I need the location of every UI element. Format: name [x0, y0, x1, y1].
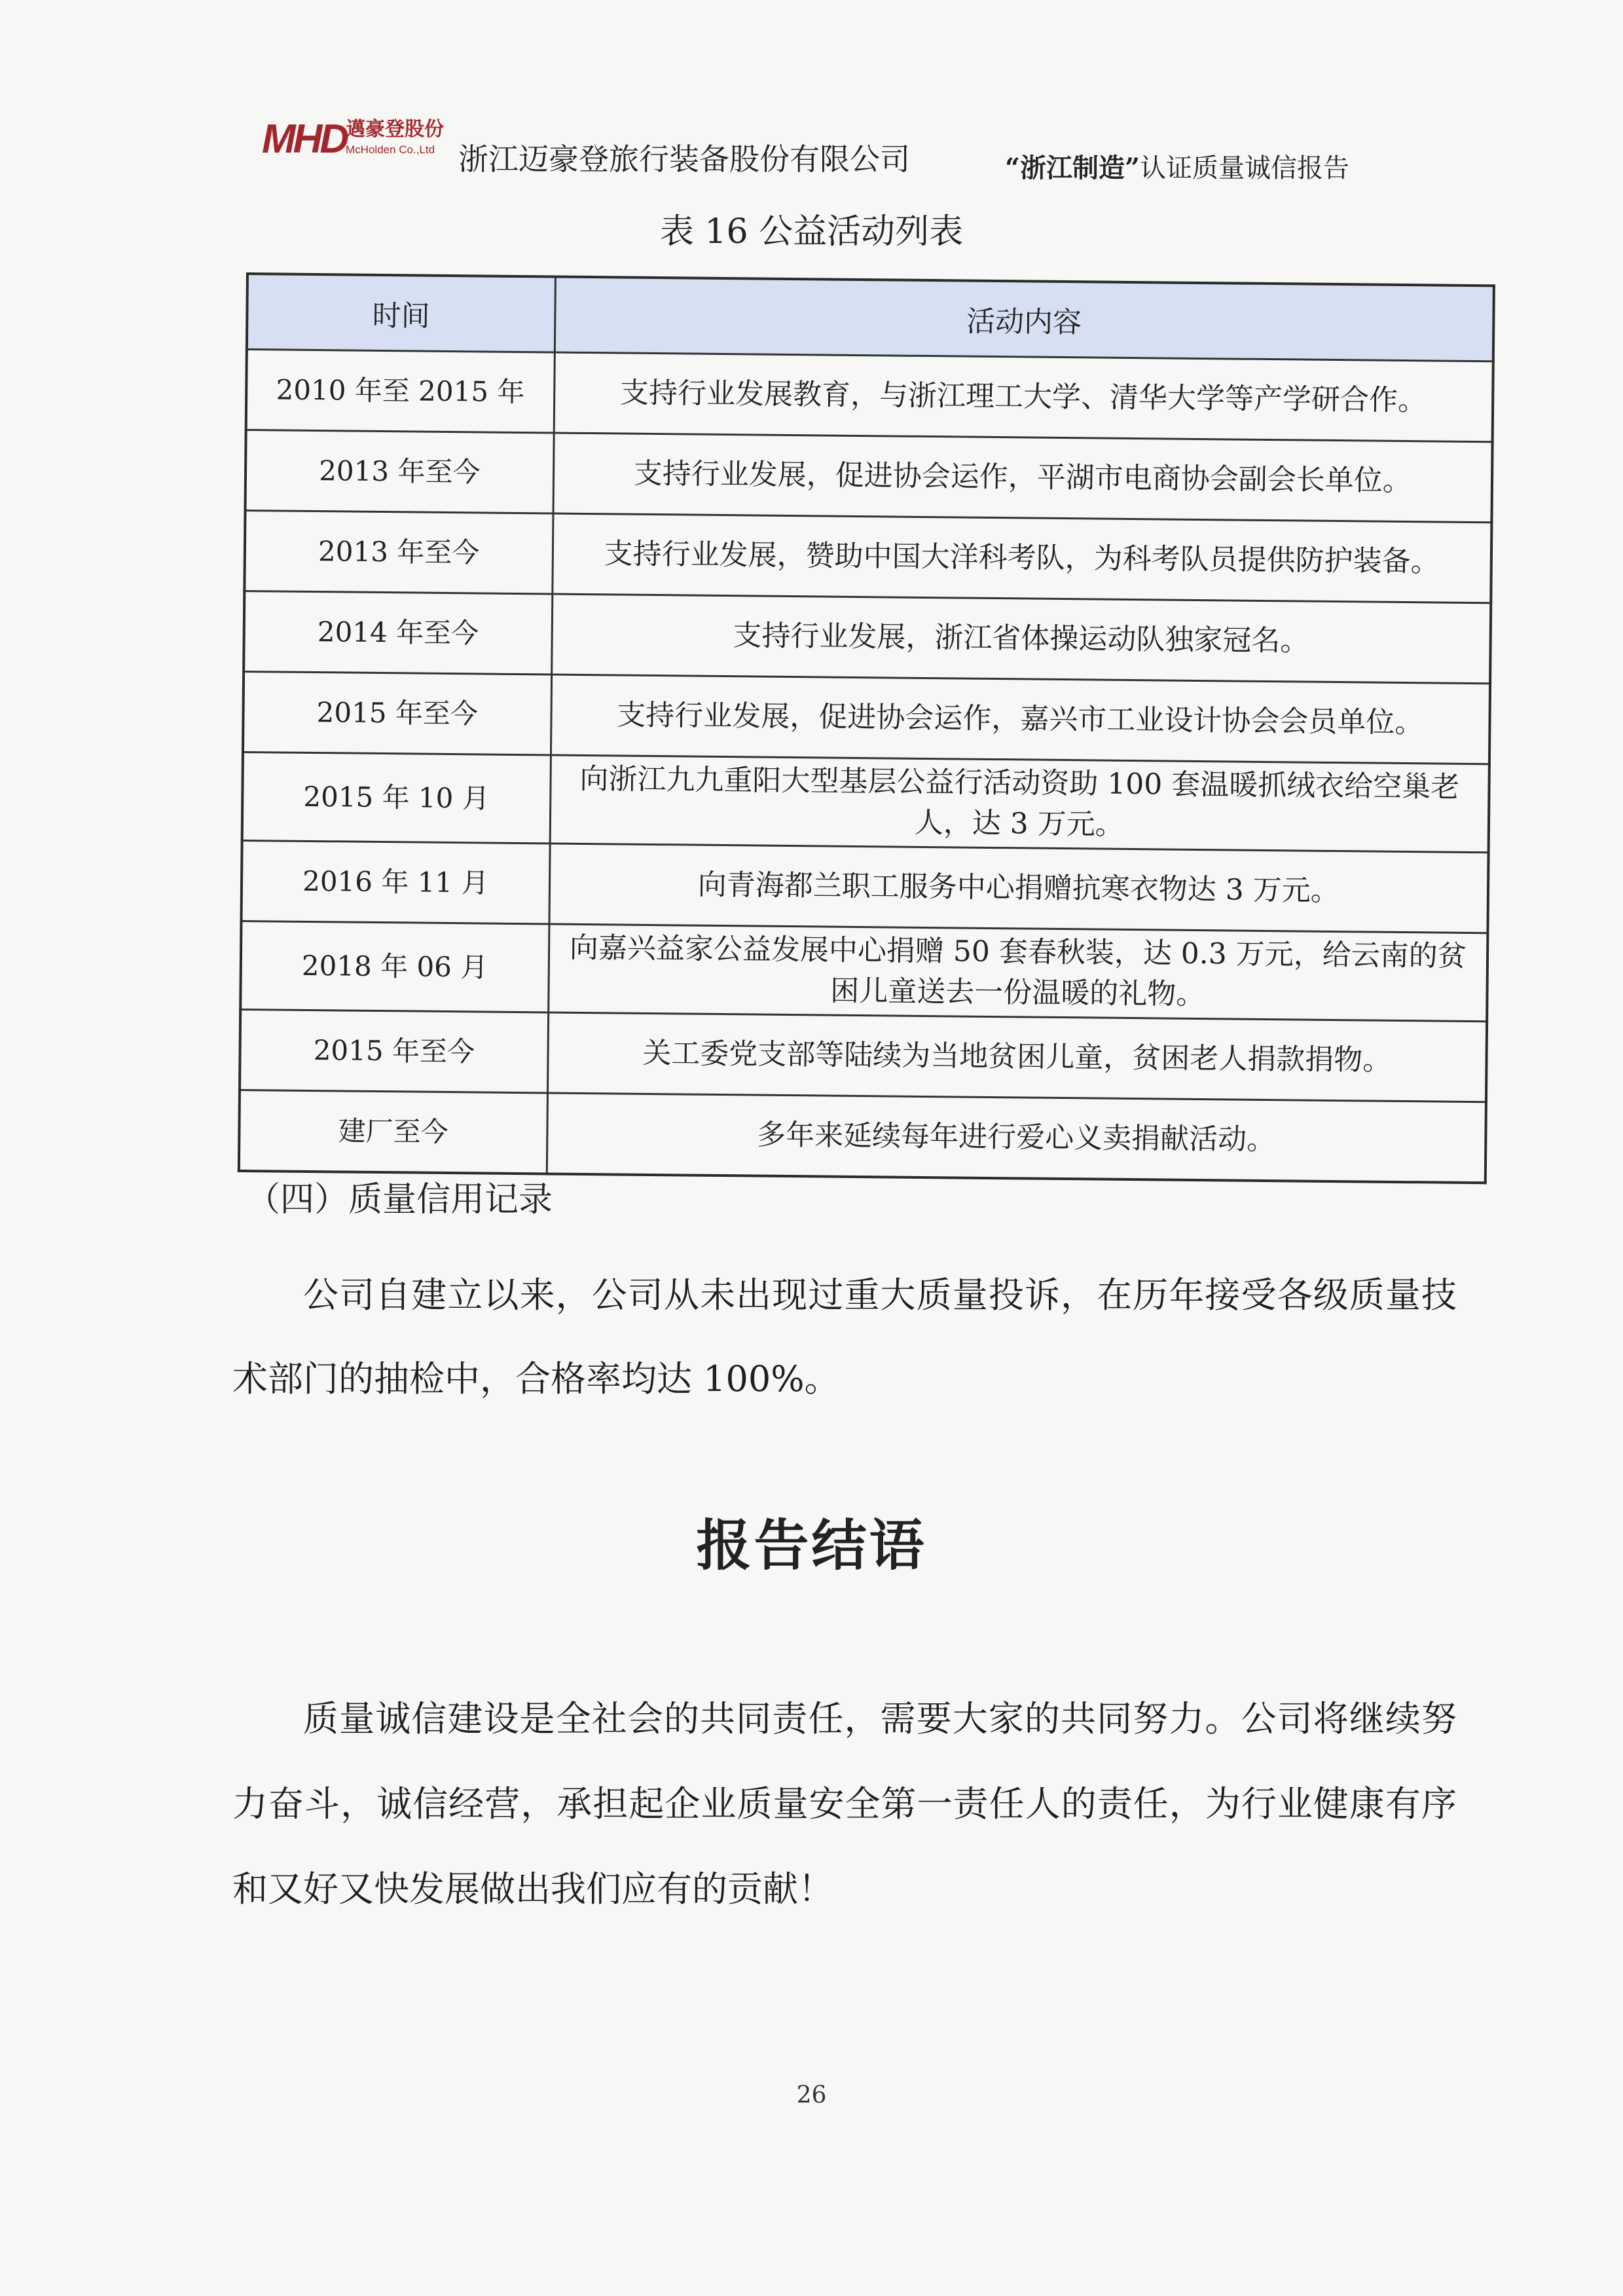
- row-time: 2015 年至今: [243, 671, 551, 755]
- table-row: [241, 840, 1488, 933]
- logo-mark: MHD: [262, 117, 347, 162]
- row-time: 2010 年至 2015 年: [246, 350, 555, 434]
- table-row: [240, 1009, 1487, 1102]
- table-row: [244, 591, 1491, 683]
- page-number: 26: [796, 2082, 827, 2109]
- table-row: [246, 430, 1493, 523]
- row-content: 支持行业发展教育，与浙江理工大学、清华大学等产学研合作。: [554, 352, 1493, 442]
- column-header-time: 时间: [247, 274, 555, 352]
- table-header-row: [247, 274, 1494, 361]
- table-row: [239, 1090, 1486, 1183]
- row-time: 2015 年至今: [240, 1009, 548, 1093]
- row-time: 2016 年 11 月: [241, 840, 549, 924]
- row-time: 2014 年至今: [244, 591, 552, 675]
- table-row: [243, 671, 1490, 764]
- quality-credit-paragraph: 公司自建立以来，公司从未出现过重大质量投诉，在历年接受各级质量技术部门的抽检中，合格率均达 100%。: [232, 1274, 1457, 1399]
- report-name-rest: 认证质量诚信报告: [1140, 153, 1350, 183]
- row-content: 多年来延续每年进行爱心义卖捐献活动。: [547, 1093, 1486, 1183]
- public-welfare-activity-table: [238, 272, 1495, 1184]
- logo-chinese-name: 邁豪登股份: [346, 118, 444, 141]
- row-content: 关工委党支部等陆续为当地贫困儿童，贫困老人捐款捐物。: [547, 1012, 1487, 1102]
- row-content: 支持行业发展，促进协会运作，嘉兴市工业设计协会会员单位。: [551, 675, 1490, 764]
- table-row: [246, 350, 1493, 442]
- row-content: 支持行业发展，赞助中国大洋科考队，为科考队员提供防护装备。: [552, 513, 1491, 603]
- row-content: 向嘉兴益家公益发展中心捐赠 50 套春秋装，达 0.3 万元，给云南的贫困儿童送去一份温暖的礼物。: [548, 924, 1487, 1022]
- logo-english-name: McHolden Co.,Ltd: [346, 143, 435, 156]
- row-time: 2015 年 10 月: [242, 752, 551, 843]
- report-name: [1005, 153, 1349, 184]
- conclusion-paragraph: 质量诚信建设是全社会的共同责任，需要大家的共同努力。公司将继续努力奋斗，诚信经营，承担起企业质量安全第一责任人的责任，为行业健康有序和又好又快发展做出我们应有的贡献！: [232, 1698, 1457, 1910]
- table-caption: 表 16 公益活动列表: [659, 212, 964, 251]
- conclusion-title: 报告结语: [696, 1513, 927, 1578]
- section-heading-quality-credit: （四）质量信用记录: [246, 1180, 553, 1219]
- company-logo: [262, 115, 458, 167]
- row-content: 向浙江九九重阳大型基层公益行活动资助 100 套温暖抓绒衣给空巢老人，达 3 万元。: [550, 755, 1489, 853]
- row-content: 支持行业发展，促进协会运作，平湖市电商协会副会长单位。: [553, 433, 1492, 523]
- row-content: 支持行业发展，浙江省体操运动队独家冠名。: [551, 594, 1491, 684]
- row-content: 向青海都兰职工服务中心捐赠抗寒衣物达 3 万元。: [549, 843, 1488, 933]
- report-name-quoted: “浙江制造”: [1005, 153, 1140, 183]
- page-header: [262, 115, 1440, 187]
- row-time: 建厂至今: [239, 1090, 547, 1174]
- table-row: [240, 921, 1487, 1021]
- column-header-content: 活动内容: [555, 277, 1494, 361]
- row-time: 2013 年至今: [244, 511, 553, 595]
- row-time: 2018 年 06 月: [240, 921, 549, 1012]
- company-name: 浙江迈豪登旅行装备股份有限公司: [458, 141, 910, 177]
- table-row: [244, 511, 1491, 603]
- row-time: 2013 年至今: [246, 430, 554, 514]
- table-row: [242, 752, 1489, 852]
